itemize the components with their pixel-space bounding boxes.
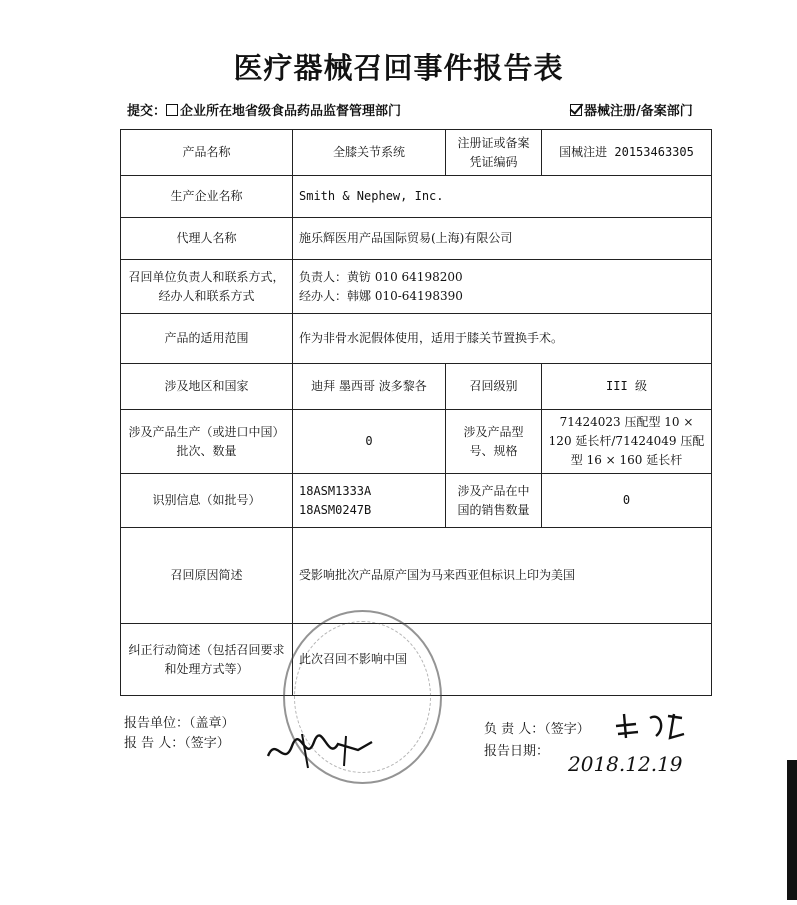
label-china-sales: 涉及产品在中国的销售数量 bbox=[446, 474, 542, 528]
value-model: 71424023 压配型 10 × 120 延长杆/71424049 压配型 16 × 160 延长杆 bbox=[542, 410, 712, 474]
checkbox-registration[interactable] bbox=[570, 104, 582, 116]
checkbox-provincial[interactable] bbox=[166, 104, 178, 116]
value-product-name: 全膝关节系统 bbox=[293, 130, 446, 176]
label-region: 涉及地区和国家 bbox=[121, 364, 293, 410]
label-ident: 识别信息（如批号） bbox=[121, 474, 293, 528]
reporter-signature bbox=[262, 728, 382, 772]
label-manufacturer: 生产企业名称 bbox=[121, 176, 293, 218]
value-recall-level: III 级 bbox=[542, 364, 712, 410]
batch-number-2: 18ASM0247B bbox=[299, 502, 372, 517]
value-registration-number: 国械注进 20153463305 bbox=[542, 130, 712, 176]
footer-reporter: 报 告 人：（签字） bbox=[124, 736, 230, 751]
label-agent: 代理人名称 bbox=[121, 218, 293, 260]
label-contacts: 召回单位负责人和联系方式，经办人和联系方式 bbox=[121, 260, 293, 314]
label-batches: 涉及产品生产（或进口中国）批次、数量 bbox=[121, 410, 293, 474]
label-action: 纠正行动简述（包括召回要求和处理方式等） bbox=[121, 624, 293, 696]
submit-prefix: 提交： bbox=[127, 104, 167, 119]
scan-edge-shadow bbox=[787, 760, 797, 900]
label-product-name: 产品名称 bbox=[121, 130, 293, 176]
value-agent: 施乐辉医用产品国际贸易(上海)有限公司 bbox=[293, 218, 712, 260]
submit-option-provincial: 企业所在地省级食品药品监督管理部门 bbox=[180, 104, 402, 119]
contact-responsible: 负责人：黄钫 010 64198200 bbox=[299, 269, 463, 284]
label-recall-level: 召回级别 bbox=[446, 364, 542, 410]
label-registration-number: 注册证或备案凭证编码 bbox=[446, 130, 542, 176]
footer-responsible: 负 责 人：（签字） bbox=[484, 722, 590, 737]
responsible-signature bbox=[610, 708, 690, 742]
batch-number-1: 18ASM1333A bbox=[299, 483, 372, 498]
submit-option-registration: 器械注册/备案部门 bbox=[584, 104, 693, 119]
value-ident bbox=[293, 474, 446, 528]
contact-handler: 经办人：韩娜 010-64198390 bbox=[299, 288, 463, 303]
submit-line-right bbox=[570, 100, 693, 119]
value-manufacturer: Smith & Nephew, Inc. bbox=[293, 176, 712, 218]
value-action: 此次召回不影响中国 bbox=[293, 624, 712, 696]
value-batches: 0 bbox=[293, 410, 446, 474]
form-title: 医疗器械召回事件报告表 bbox=[233, 51, 564, 85]
submit-line-left bbox=[127, 100, 401, 119]
value-region: 迪拜 墨西哥 波多黎各 bbox=[293, 364, 446, 410]
value-reason: 受影响批次产品原产国为马来西亚但标识上印为美国 bbox=[293, 528, 712, 624]
report-date-handwritten: 2018.12.19 bbox=[568, 752, 683, 776]
label-reason: 召回原因简述 bbox=[121, 528, 293, 624]
value-scope: 作为非骨水泥假体使用，适用于膝关节置换手术。 bbox=[293, 314, 712, 364]
footer-unit: 报告单位：（盖章） bbox=[124, 716, 235, 731]
footer-date-label: 报告日期： bbox=[484, 744, 550, 759]
label-scope: 产品的适用范围 bbox=[121, 314, 293, 364]
value-contacts bbox=[293, 260, 712, 314]
value-china-sales: 0 bbox=[542, 474, 712, 528]
recall-report-table bbox=[120, 129, 712, 696]
label-model: 涉及产品型号、规格 bbox=[446, 410, 542, 474]
